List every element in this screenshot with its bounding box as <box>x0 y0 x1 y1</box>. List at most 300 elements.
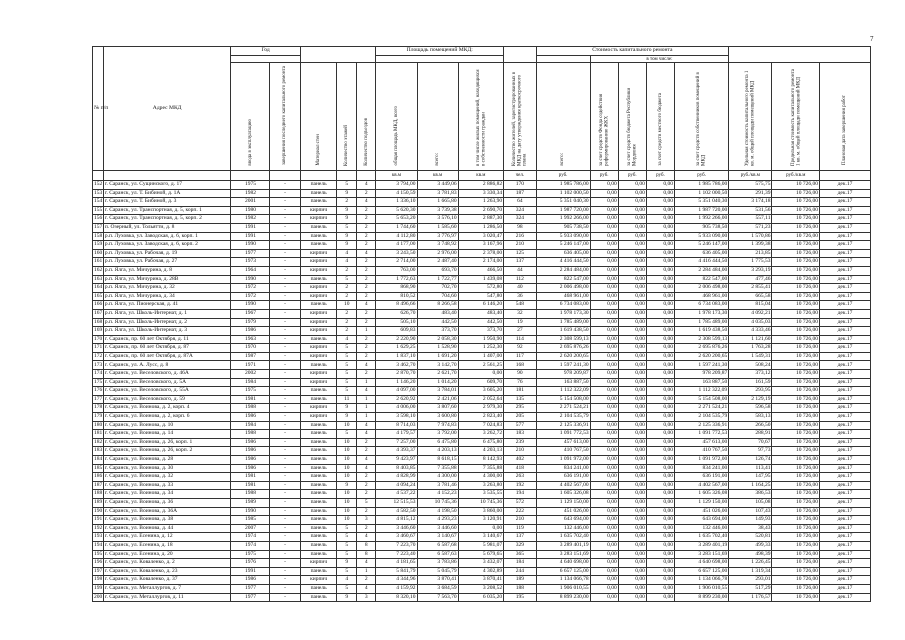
table-cell: 0,00 <box>618 181 646 190</box>
table-row <box>93 507 871 516</box>
table-cell: 10 726,00 <box>772 567 820 576</box>
table-cell: - <box>270 292 300 301</box>
table-cell: 0,00 <box>646 249 674 258</box>
table-cell: 2 <box>356 370 375 379</box>
table-cell: панель <box>300 490 337 499</box>
table-cell: - <box>270 447 300 456</box>
table-cell: 2 <box>356 473 375 482</box>
table-cell: 4 112,80 <box>376 232 417 241</box>
header-col: за счет средств местного бюджета <box>646 63 674 171</box>
table-cell: 2 714,00 <box>376 258 417 267</box>
table-cell: 1963 <box>231 335 270 344</box>
table-cell: панель <box>300 464 337 473</box>
table-cell: 483,40 <box>417 309 458 318</box>
table-cell: 8 320,10 <box>376 593 417 602</box>
table-cell: 2 378,00 <box>458 249 503 258</box>
table-row <box>93 241 871 250</box>
table-cell: 1967 <box>231 309 270 318</box>
table-row <box>93 232 871 241</box>
table-cell: 0,00 <box>618 593 646 602</box>
table-cell: 222 <box>504 507 536 516</box>
table-cell: 0,00 <box>618 309 646 318</box>
table-cell: 10 726,00 <box>772 181 820 190</box>
table-cell: 19 <box>504 318 536 327</box>
table-cell: 2 <box>356 524 375 533</box>
table-cell: 1982 <box>231 215 270 224</box>
table-cell: 636 191,00 <box>536 473 590 482</box>
table-cell: 1982 <box>231 189 270 198</box>
table-cell: 2 <box>356 576 375 585</box>
table-cell: г. Саранск, ул. Воинова, д. 2, корп. 6 <box>103 413 231 422</box>
table-cell: 10 <box>337 507 356 516</box>
table-cell: 5 933 090,00 <box>675 232 729 241</box>
table-cell: 1979 <box>231 318 270 327</box>
table-cell: 174 <box>93 370 104 379</box>
table-cell: панель <box>300 524 337 533</box>
table-cell: 0,00 <box>646 335 674 344</box>
table-cell: 0,00 <box>590 413 618 422</box>
table-cell: 2 887,30 <box>458 215 503 224</box>
table-cell: 373,70 <box>417 327 458 336</box>
table-cell: дек.17 <box>820 223 871 232</box>
table-cell: 7 223,70 <box>376 541 417 550</box>
table-cell: 177 <box>93 395 104 404</box>
header-area: Площадь помещений МКД: <box>376 47 504 56</box>
table-cell: дек.17 <box>820 533 871 542</box>
table-cell: 1 226,45 <box>729 559 772 568</box>
table-cell: 10 726,00 <box>772 361 820 370</box>
table-cell: кирпич <box>300 404 337 413</box>
table-cell: кирпич <box>300 215 337 224</box>
table-cell: 1 775,53 <box>729 258 772 267</box>
table-cell: 6 734 083,00 <box>536 301 590 310</box>
table-cell: 2 <box>356 490 375 499</box>
table-cell: 10 726,00 <box>772 327 820 336</box>
table-cell: дек.17 <box>820 275 871 284</box>
table-row <box>93 447 871 456</box>
table-cell: 40 <box>504 284 536 293</box>
table-cell: 184 <box>93 456 104 465</box>
table-cell: 442,50 <box>417 318 458 327</box>
table-row <box>93 498 871 507</box>
table-cell: 3 283 151,69 <box>536 550 590 559</box>
table-cell: 6 657 125,00 <box>675 567 729 576</box>
table-cell: 266,50 <box>729 421 772 430</box>
table-cell: 4 293,23 <box>417 516 458 525</box>
table-cell: 5 246 147,00 <box>675 241 729 250</box>
table-cell: 98 <box>504 223 536 232</box>
header-col: за счет средств бюджета Республики Мордовия <box>618 63 646 171</box>
table-row <box>93 249 871 258</box>
table-cell: 157 <box>93 223 104 232</box>
table-cell: 1 906 010,55 <box>675 584 729 593</box>
header-col: Плановая дата завершения работ <box>820 63 871 171</box>
table-cell: 1 785 489,00 <box>536 318 590 327</box>
table-cell: 1 950,90 <box>458 335 503 344</box>
table-cell: панель <box>300 189 337 198</box>
table-cell: 1986 <box>231 456 270 465</box>
table-cell: 0,00 <box>590 198 618 207</box>
table-cell: кирпич <box>300 344 337 353</box>
table-cell: 1986 <box>231 413 270 422</box>
table-cell: 10 <box>337 498 356 507</box>
table-cell: 466,50 <box>458 266 503 275</box>
table-cell: 0,00 <box>590 387 618 396</box>
table-cell: 834 241,00 <box>536 464 590 473</box>
table-cell: 156 <box>93 215 104 224</box>
table-cell: 8 714,03 <box>376 421 417 430</box>
table-cell: 4 <box>337 258 356 267</box>
table-cell: - <box>270 464 300 473</box>
table-cell: 4 333,46 <box>729 327 772 336</box>
table-cell: 4 097,00 <box>376 387 417 396</box>
table-cell: 4 582,50 <box>376 507 417 516</box>
table-cell: 609,70 <box>458 378 503 387</box>
table-cell: 194 <box>93 541 104 550</box>
table-cell: 2 <box>356 481 375 490</box>
table-cell: - <box>270 266 300 275</box>
table-cell: 0,00 <box>618 507 646 516</box>
table-cell: 2 125 336,91 <box>536 421 590 430</box>
table-cell: 0,00 <box>646 327 674 336</box>
table-cell: 0,00 <box>646 301 674 310</box>
table-cell: 2 284 484,00 <box>675 266 729 275</box>
table-cell: 0,00 <box>646 567 674 576</box>
table-cell: 0,00 <box>590 249 618 258</box>
table-cell: 3 794,00 <box>376 181 417 190</box>
table-cell: 4 302,89 <box>458 567 503 576</box>
table-cell: 2 695 876,26 <box>536 344 590 353</box>
table-cell: 0,00 <box>590 395 618 404</box>
table-cell: 4 <box>356 387 375 396</box>
table-cell: 2 <box>356 189 375 198</box>
table-cell: 6 587,68 <box>417 541 458 550</box>
table-cell: 1984 <box>231 421 270 430</box>
table-cell: 0,00 <box>618 498 646 507</box>
table-cell: 239 <box>504 438 536 447</box>
table-cell: кирпич <box>300 352 337 361</box>
table-cell: 10 726,00 <box>772 559 820 568</box>
table-cell: 2 695 876,26 <box>675 344 729 353</box>
table-cell: - <box>270 215 300 224</box>
table-cell: дек.17 <box>820 430 871 439</box>
header-col: завершения последнего капитального ремонта <box>270 63 300 171</box>
table-cell: 575,75 <box>729 181 772 190</box>
table-cell: 10 <box>337 464 356 473</box>
table-cell: п. Озерный, ул. Тольятти, д. 8 <box>103 223 231 232</box>
table-cell: 1 399,38 <box>729 241 772 250</box>
table-cell: 10 <box>337 456 356 465</box>
table-cell: 10 726,00 <box>772 404 820 413</box>
table-cell: 548 <box>504 301 536 310</box>
table-cell: дек.17 <box>820 507 871 516</box>
table-cell: панель <box>300 481 337 490</box>
table-cell: дек.17 <box>820 584 871 593</box>
table-cell: 0,00 <box>618 206 646 215</box>
table-cell: 1975 <box>231 387 270 396</box>
table-cell: дек.17 <box>820 378 871 387</box>
table-cell: 1990 <box>231 301 270 310</box>
header-col: всего: <box>417 63 458 171</box>
table-cell: 0,00 <box>646 189 674 198</box>
table-cell: 137 <box>504 533 536 542</box>
table-cell: 4 179,57 <box>376 430 417 439</box>
table-cell: 1 112 322,09 <box>536 387 590 396</box>
table-cell: г. Саранск, ул. Коваленко, д. 2 <box>103 559 231 568</box>
table-cell: 1 146,20 <box>376 378 417 387</box>
table-cell: 32 <box>504 309 536 318</box>
table-cell: 159 <box>93 241 104 250</box>
table-row <box>93 198 871 207</box>
table-cell: 5 154 508,00 <box>536 395 590 404</box>
table-cell: панель <box>300 198 337 207</box>
table-cell: 4 <box>337 249 356 258</box>
table-cell: г. Саранск, ул. Коваленко, д. 23 <box>103 567 231 576</box>
table-cell: 7 355,88 <box>417 464 458 473</box>
table-cell: 1 597 241,30 <box>675 361 729 370</box>
table-cell: 373,12 <box>729 370 772 379</box>
table-cell: 9 <box>337 232 356 241</box>
table-cell: 10 745,36 <box>417 498 458 507</box>
table-cell: 0,00 <box>646 576 674 585</box>
table-cell: 609,83 <box>376 327 417 336</box>
table-cell: - <box>270 430 300 439</box>
table-cell: 3 598,10 <box>376 413 417 422</box>
table-cell: 0,00 <box>590 215 618 224</box>
table-cell: 4 402 567,00 <box>536 481 590 490</box>
table-cell: 1972 <box>231 292 270 301</box>
table-cell: 9 <box>337 206 356 215</box>
table-cell: 3 449,06 <box>417 181 458 190</box>
table-cell: 0,00 <box>590 318 618 327</box>
table-cell: 10 726,00 <box>772 413 820 422</box>
table-cell: 0,00 <box>590 550 618 559</box>
table-cell: 1 985 786,00 <box>675 181 729 190</box>
table-cell: 199 <box>93 584 104 593</box>
header-col: Удельная стоимость капитального ремонта 1 кв. м. общей площади помещений МКД <box>729 63 772 171</box>
table-cell: 0,00 <box>618 301 646 310</box>
table-cell: 3 807,60 <box>417 404 458 413</box>
table-cell: дек.17 <box>820 206 871 215</box>
table-cell: 1 091 972,00 <box>675 456 729 465</box>
table-cell: - <box>270 344 300 353</box>
table-cell: - <box>270 258 300 267</box>
table-cell: г. Саранск, ул. Металлургов, д. 11 <box>103 593 231 602</box>
table-cell: 1 619 438,50 <box>536 327 590 336</box>
table-cell: 9 <box>337 559 356 568</box>
table-cell: 76 <box>504 378 536 387</box>
table-cell: - <box>270 223 300 232</box>
table-cell: - <box>270 241 300 250</box>
table-cell: 170 <box>504 181 536 190</box>
table-cell: 8 618,15 <box>417 456 458 465</box>
table-cell: р.п. Луховка, ул. Заводская, д. 6, корп. 2 <box>103 241 231 250</box>
header-unit: руб. <box>590 171 618 181</box>
table-cell: 1991 <box>231 223 270 232</box>
table-cell: дек.17 <box>820 292 871 301</box>
table-cell: 815,04 <box>729 301 772 310</box>
table-cell: 329 <box>504 541 536 550</box>
table-cell: 0,00 <box>590 241 618 250</box>
table-cell: 0,00 <box>590 344 618 353</box>
table-cell: 0,00 <box>646 352 674 361</box>
table-row <box>93 430 871 439</box>
table-cell: 0,00 <box>590 352 618 361</box>
table-cell: кирпич <box>300 292 337 301</box>
table-cell: р.п. Ялга, ул. Мичурина, д. 32 <box>103 284 231 293</box>
table-cell: 9 <box>337 241 356 250</box>
table-cell: 0,00 <box>618 258 646 267</box>
table-cell: 10 <box>337 301 356 310</box>
table-cell: 187 <box>93 481 104 490</box>
table-cell: кирпич <box>300 266 337 275</box>
table-cell: 291,39 <box>729 189 772 198</box>
table-cell: 2 <box>356 335 375 344</box>
table-cell: - <box>270 559 300 568</box>
table-cell: 410 767,50 <box>675 447 729 456</box>
table-cell: 3 870,41 <box>417 576 458 585</box>
table-cell: 4 <box>356 361 375 370</box>
table-cell: 2 <box>337 266 356 275</box>
table-cell: 702,70 <box>417 284 458 293</box>
table-cell: 195 <box>93 550 104 559</box>
table-row <box>93 378 871 387</box>
table-cell: дек.17 <box>820 456 871 465</box>
table-cell: 1 <box>356 378 375 387</box>
table-cell: панель <box>300 516 337 525</box>
table-cell: 3 140,67 <box>417 533 458 542</box>
table-cell: 2002 <box>231 370 270 379</box>
table-cell: 4 <box>356 559 375 568</box>
table-cell: 1 785 489,00 <box>675 318 729 327</box>
table-cell: 0,00 <box>590 181 618 190</box>
table-cell: г. Саранск, ул. Воинова, д. 36А <box>103 507 231 516</box>
table-cell: 3 289 401,19 <box>675 541 729 550</box>
table-cell: 5 <box>337 361 356 370</box>
table-cell: 6 475,80 <box>458 438 503 447</box>
table-cell: 3 243,50 <box>376 249 417 258</box>
header-cost: Стоимость капитального ремонта <box>536 47 729 56</box>
table-cell: 161 <box>93 258 104 267</box>
header-col: Количество жителей, зарегистрированных в МКД на дату утверждения краткосрочного плана <box>504 63 536 171</box>
table-cell: 0,00 <box>590 301 618 310</box>
table-cell: 0,00 <box>618 232 646 241</box>
table-cell: 10 726,00 <box>772 249 820 258</box>
table-cell: 5 <box>337 370 356 379</box>
header-col: общая площадь МКД, всего <box>376 63 417 171</box>
table-cell: 183 <box>504 430 536 439</box>
table-cell: 5 045,79 <box>417 567 458 576</box>
table-cell: 498,39 <box>729 550 772 559</box>
table-cell: 0,00 <box>646 215 674 224</box>
table-cell: - <box>270 232 300 241</box>
table-cell: 468 961,00 <box>675 292 729 301</box>
table-cell: - <box>270 490 300 499</box>
table-cell: 577 <box>504 421 536 430</box>
table-cell: кирпич <box>300 413 337 422</box>
header-unit: кв.м <box>376 171 417 181</box>
header-col: Количество подъездов <box>356 63 375 171</box>
table-cell: кирпич <box>300 576 337 585</box>
table-cell: дек.17 <box>820 266 871 275</box>
table-cell: 557,11 <box>729 215 772 224</box>
table-cell: 0,00 <box>646 370 674 379</box>
table-cell: 665,58 <box>729 292 772 301</box>
table-cell: 125 <box>504 249 536 258</box>
table-cell: 1991 <box>231 567 270 576</box>
table-cell: 2 <box>337 292 356 301</box>
table-cell: 1 570,86 <box>729 232 772 241</box>
table-cell: 373,70 <box>458 327 503 336</box>
table-cell: 636 405,00 <box>675 249 729 258</box>
table-cell: 0,00 <box>646 584 674 593</box>
table-row <box>93 576 871 585</box>
header-year: Год <box>231 47 300 56</box>
table-cell: 0,00 <box>646 516 674 525</box>
table-cell: 324 <box>504 206 536 215</box>
table-row <box>93 309 871 318</box>
table-cell: 193 <box>93 533 104 542</box>
table-cell: 0,00 <box>646 438 674 447</box>
table-row <box>93 533 871 542</box>
table-cell: 7 563,70 <box>417 593 458 602</box>
table-cell: 173 <box>93 361 104 370</box>
table-cell: дек.17 <box>820 421 871 430</box>
table-cell: 1977 <box>231 584 270 593</box>
table-row <box>93 327 871 336</box>
table-cell: 2 <box>337 318 356 327</box>
table-cell: 10 726,00 <box>772 198 820 207</box>
table-cell: панель <box>300 241 337 250</box>
table-cell: 27 <box>504 327 536 336</box>
table-cell: 3 776,97 <box>417 232 458 241</box>
header-unit: кв.м <box>458 171 503 181</box>
table-cell: кирпич <box>300 284 337 293</box>
table-cell: г. Саранск, пр. 60 лет Октября, д. 87 <box>103 344 231 353</box>
table-cell: дек.17 <box>820 498 871 507</box>
table-cell: 119 <box>504 524 536 533</box>
table-row <box>93 223 871 232</box>
table-cell: 0,00 <box>590 490 618 499</box>
table-cell: 4 152,23 <box>417 490 458 499</box>
table-cell: 822 547,00 <box>675 275 729 284</box>
table-cell: 2 <box>356 507 375 516</box>
table-cell: 4 094,24 <box>376 481 417 490</box>
table-cell: 457 613,00 <box>675 438 729 447</box>
table-cell: панель <box>300 498 337 507</box>
table-cell: 1 091 972,00 <box>536 456 590 465</box>
table-cell: 4 640 698,00 <box>675 559 729 568</box>
table-cell: - <box>270 395 300 404</box>
table-cell: 5 <box>337 524 356 533</box>
header-unit: руб. <box>675 171 729 181</box>
table-cell: 181 <box>93 430 104 439</box>
table-cell: 288,91 <box>729 430 772 439</box>
table-cell: 2 886,82 <box>458 181 503 190</box>
table-cell: 0,00 <box>590 533 618 542</box>
table-cell: - <box>270 507 300 516</box>
table-body <box>93 181 871 602</box>
table-cell: 10 726,00 <box>772 378 820 387</box>
table-cell: 0,00 <box>618 490 646 499</box>
table-cell: 0,00 <box>646 395 674 404</box>
table-cell: 0,00 <box>590 335 618 344</box>
table-cell: 10 726,00 <box>772 241 820 250</box>
table-row <box>93 301 871 310</box>
table-cell: 1975 <box>231 550 270 559</box>
table-cell: 4 <box>356 181 375 190</box>
table-cell: 70,67 <box>729 438 772 447</box>
